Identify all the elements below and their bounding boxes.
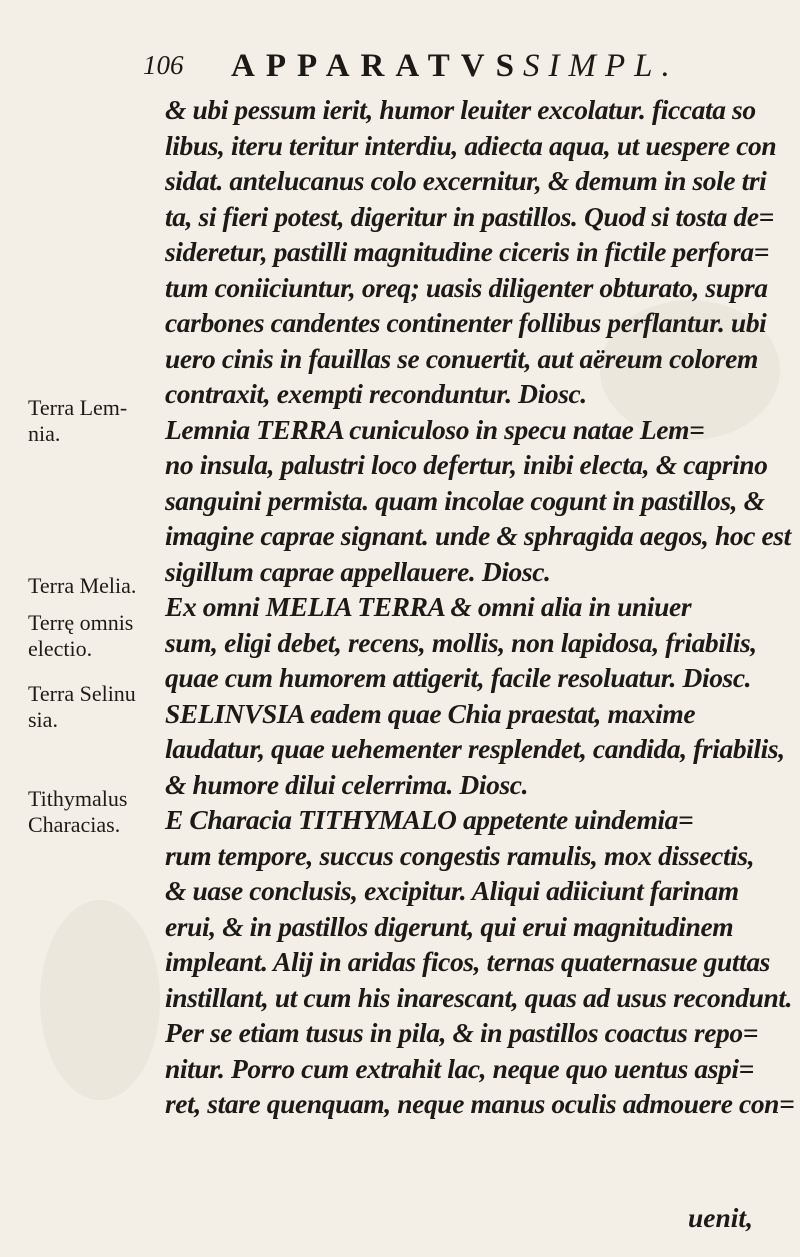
text-line: SELINVSIA eadem quae Chia praestat, maxime: [165, 697, 696, 729]
margin-note-terra-lemnia: [28, 395, 127, 447]
text-line: libus, iteru teritur interdiu, adiecta aqua, ut uespere con: [165, 129, 777, 161]
margin-note-line: Tithymalus: [28, 786, 128, 811]
text-line: ta, si fieri potest, digeritur in pastillos. Quod si tosta de=: [165, 200, 774, 232]
running-head: [143, 48, 783, 86]
text-line: sigillum caprae appellauere. Diosc.: [165, 555, 551, 587]
text-line: rum tempore, succus congestis ramulis, mox dissectis,: [165, 839, 755, 871]
margin-note-line: Terrę omnis: [28, 610, 134, 635]
text-line: Lemnia TERRA cuniculoso in specu natae Lem=: [165, 413, 705, 445]
text-line: uero cinis in fauillas se conuertit, aut aëreum colorem: [165, 342, 758, 374]
text-line: & humore dilui celerrima. Diosc.: [165, 768, 529, 800]
text-line: no insula, palustri loco defertur, inibi electa, & caprino: [165, 449, 768, 480]
catchword: uenit,: [688, 1202, 753, 1233]
margin-note-line: electio.: [28, 636, 93, 661]
text-line: tum coniiciuntur, oreq; uasis diligenter obturato, supra: [165, 271, 768, 303]
text-line: Per se etiam tusus in pila, & in pastillos coactus repo=: [165, 1017, 758, 1048]
margin-note-terra-selinusia: [28, 681, 136, 733]
margin-note-terra-omnis: [28, 610, 133, 662]
text-line: instillant, ut cum his inarescant, quas ad usus recondunt.: [165, 981, 793, 1013]
text-line: sanguini permista. quam incolae cogunt in pastillos, &: [165, 484, 765, 516]
running-title: APPARATVS: [231, 48, 525, 84]
page-number: 106: [143, 50, 184, 80]
paper-stain: [40, 900, 160, 1100]
margin-note-line: Characias.: [28, 812, 121, 837]
margin-note-terra-melia: [28, 573, 136, 599]
text-line: nitur. Porro cum extrahit lac, neque quo uentus aspi=: [165, 1052, 754, 1084]
text-line: erui, & in pastillos digerunt, qui erui magnitudinem: [165, 910, 734, 942]
text-line: E Characia TITHYMALO appetente uindemia=: [165, 804, 694, 835]
text-line: & ubi pessum ierit, humor leuiter excolatur. ficcata so: [165, 94, 756, 125]
margin-note-line: sia.: [28, 707, 58, 732]
text-line: quae cum humorem attigerit, facile resoluatur. Diosc.: [165, 662, 752, 693]
main-text: [165, 92, 795, 1122]
text-line: sum, eligi debet, recens, mollis, non lapidosa, friabilis,: [165, 626, 757, 658]
margin-note-line: Terra Lem-: [28, 395, 128, 420]
text-line: impleant. Alij in aridas ficos, ternas quaternasue guttas: [165, 946, 770, 977]
text-line: ret, stare quenquam, neque manus oculis admouere con=: [165, 1088, 795, 1119]
text-line: & uase conclusis, excipitur. Aliqui adiiciunt farinam: [165, 875, 739, 906]
text-line: carbones candentes continenter follibus perflantur. ubi: [165, 307, 767, 338]
text-line: sidat. antelucanus colo excernitur, & demum in sole tri: [165, 165, 767, 196]
text-line: sideretur, pastilli magnitudine ciceris in fictile perfora=: [165, 236, 769, 267]
margin-note-line: Terra Selinu: [28, 681, 136, 706]
margin-note-line: Terra Melia.: [28, 573, 137, 598]
text-line: imagine caprae signant. unde & sphragida aegos, hoc est: [165, 520, 791, 551]
text-line: laudatur, quae uehementer resplendet, candida, friabilis,: [165, 733, 785, 764]
text-line: contraxit, exempti reconduntur. Diosc.: [165, 378, 587, 409]
margin-note-tithymalus: [28, 786, 127, 838]
text-line: Ex omni MELIA TERRA & omni alia in uniuer: [165, 591, 692, 622]
running-title-continued: SIMPL.: [523, 48, 679, 84]
margin-note-line: nia.: [28, 421, 61, 446]
